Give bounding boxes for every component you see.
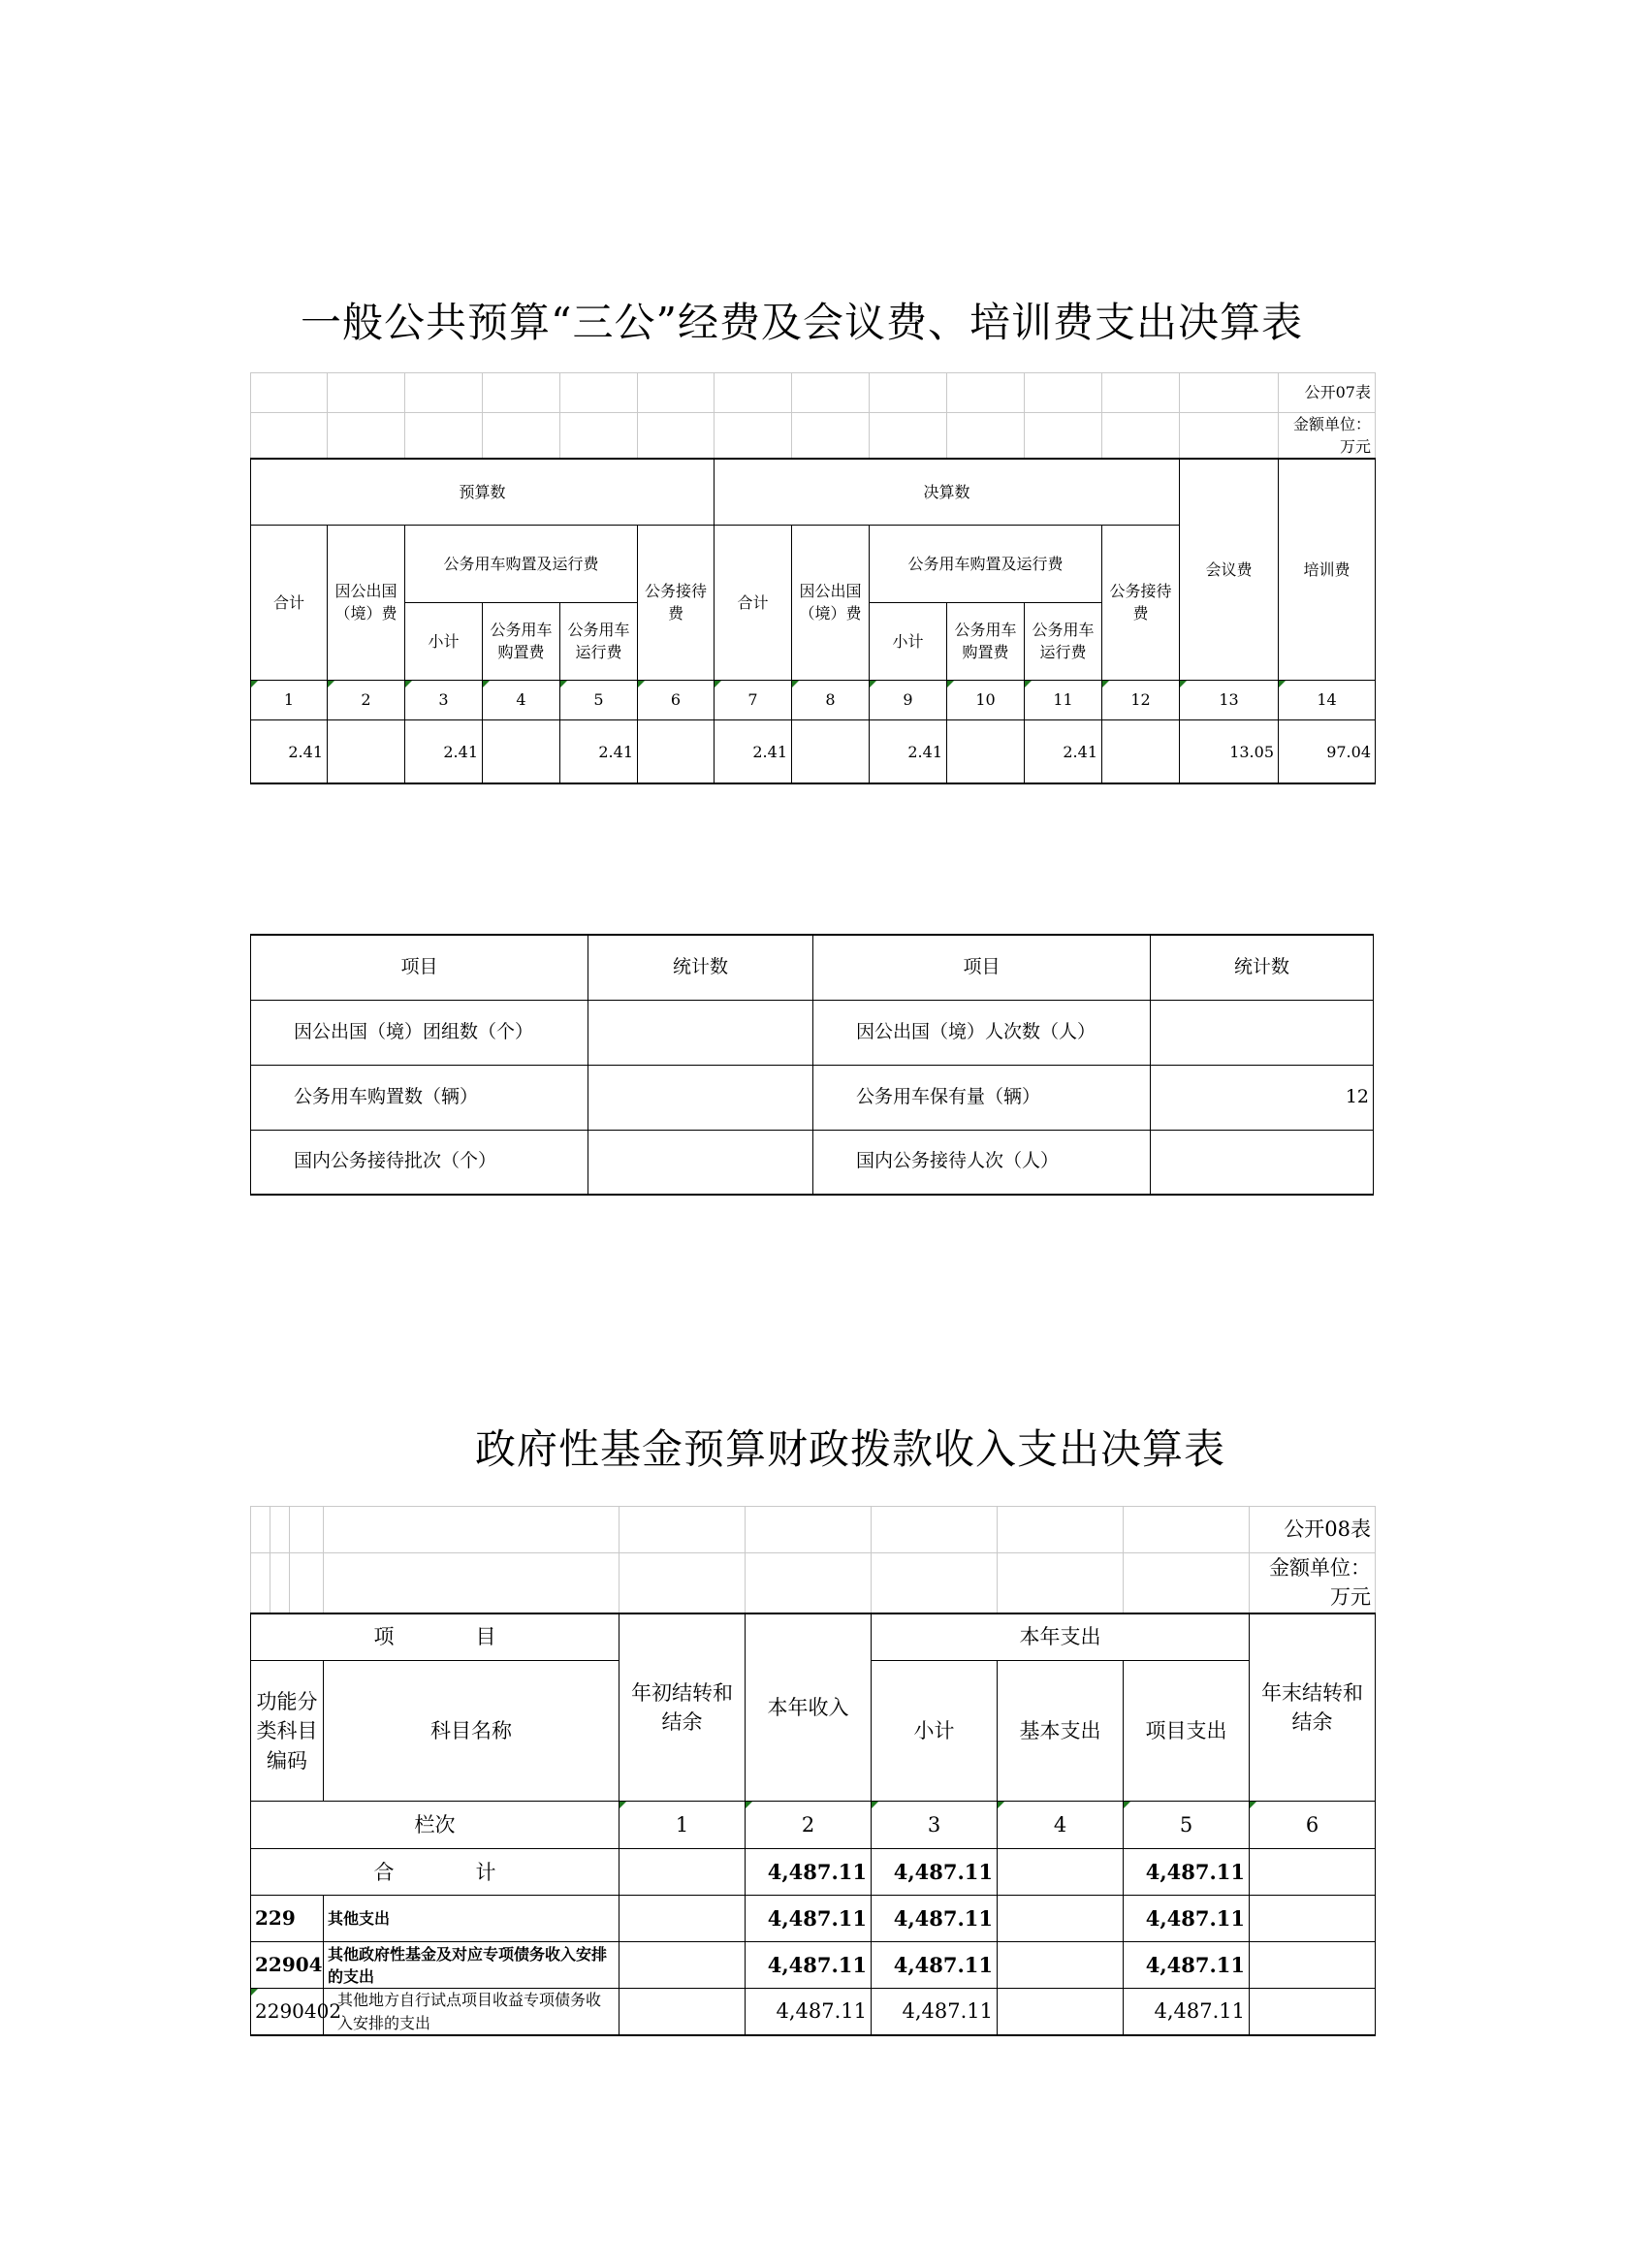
final-vehicle-header: 公务用车购置及运行费	[870, 525, 1102, 602]
stat-value: 12	[1151, 1065, 1374, 1130]
final-subtotal-header: 小计	[870, 602, 947, 680]
subtotal-cell: 4,487.11	[872, 1896, 998, 1942]
basic-cell	[998, 1942, 1124, 1989]
col-num: 5	[560, 680, 638, 719]
col-num: 4	[483, 680, 560, 719]
col-num: 5	[1124, 1802, 1250, 1849]
budget-total-header: 合计	[251, 525, 328, 680]
col-num: 8	[792, 680, 870, 719]
value-cell	[328, 719, 405, 783]
form-number: 公开08表	[1250, 1507, 1376, 1553]
stat-value	[588, 1000, 813, 1065]
col-num: 2	[746, 1802, 872, 1849]
table-row	[251, 1942, 1376, 1989]
project-cell: 4,487.11	[1124, 1989, 1250, 2035]
item-label: 因公出国（境）团组数（个）	[251, 1000, 588, 1065]
value-cell: 2.41	[715, 719, 792, 783]
name-header: 科目名称	[324, 1661, 620, 1802]
value-cell: 2.41	[560, 719, 638, 783]
col-num: 6	[1250, 1802, 1376, 1849]
budget-subtotal-header: 小计	[405, 602, 483, 680]
item-label: 国内公务接待批次（个）	[251, 1130, 588, 1195]
amount-unit: 金额单位：万元	[1250, 1553, 1376, 1613]
value-cell: 2.41	[405, 719, 483, 783]
budget-reception-header: 公务接待费	[638, 525, 715, 680]
value-cell: 2.41	[870, 719, 947, 783]
budget-vehicle-header: 公务用车购置及运行费	[405, 525, 638, 602]
col-num: 11	[1025, 680, 1102, 719]
value-cell: 97.04	[1279, 719, 1376, 783]
carry-begin-header: 年初结转和结余	[620, 1613, 746, 1802]
values-row	[251, 719, 1376, 783]
stat-row	[251, 1065, 1374, 1130]
table-row	[251, 1989, 1376, 2035]
statistics-table	[250, 934, 1374, 1196]
carry-begin-cell	[620, 1896, 746, 1942]
name-cell: 其他地方自行试点项目收益专项债务收入安排的支出	[324, 1989, 620, 2035]
column-number-row	[251, 680, 1376, 719]
code-cell: 2290402	[251, 1989, 324, 2035]
col-num: 7	[715, 680, 792, 719]
value-cell: 13.05	[1180, 719, 1279, 783]
col-num: 12	[1102, 680, 1180, 719]
name-cell: 其他政府性基金及对应专项债务收入安排的支出	[324, 1942, 620, 1989]
col-num: 13	[1180, 680, 1279, 719]
subtotal-header: 小计	[872, 1661, 998, 1802]
column-number-row	[251, 1802, 1376, 1849]
name-cell: 其他支出	[324, 1896, 620, 1942]
income-cell: 4,487.11	[746, 1942, 872, 1989]
table1-title: 一般公共预算“三公”经费及会议费、培训费支出决算表	[301, 299, 1303, 346]
meeting-fee-header: 会议费	[1180, 459, 1279, 680]
basic-cell	[998, 1989, 1124, 2035]
item-header: 项目	[251, 935, 588, 1000]
stat-value	[1151, 1000, 1374, 1065]
final-total-header: 合计	[715, 525, 792, 680]
amount-unit: 金额单位：万元	[1279, 413, 1376, 460]
item-label: 因公出国（境）人次数（人）	[813, 1000, 1151, 1065]
carry-begin-cell	[620, 1942, 746, 1989]
final-abroad-header: 因公出国（境）费	[792, 525, 870, 680]
income-cell: 4,487.11	[746, 1896, 872, 1942]
budget-vehicle-run-header: 公务用车运行费	[560, 602, 638, 680]
government-fund-table	[250, 1506, 1376, 2036]
col-num: 9	[870, 680, 947, 719]
subtotal-cell: 4,487.11	[872, 1942, 998, 1989]
col-num: 3	[872, 1802, 998, 1849]
income-cell: 4,487.11	[746, 1989, 872, 2035]
stat-row	[251, 1130, 1374, 1195]
basic-cell	[998, 1849, 1124, 1896]
col-num: 6	[638, 680, 715, 719]
code-cell: 22904	[251, 1942, 324, 1989]
total-row	[251, 1849, 1376, 1896]
value-cell	[947, 719, 1025, 783]
stat-value	[1151, 1130, 1374, 1195]
final-vehicle-run-header: 公务用车运行费	[1025, 602, 1102, 680]
basic-cell	[998, 1896, 1124, 1942]
final-group-header: 决算数	[715, 459, 1180, 525]
carry-end-cell	[1250, 1896, 1376, 1942]
project-cell: 4,487.11	[1124, 1942, 1250, 1989]
col-num: 4	[998, 1802, 1124, 1849]
expense-header: 本年支出	[872, 1613, 1250, 1661]
code-cell: 229	[251, 1896, 324, 1942]
carry-begin-cell	[620, 1849, 746, 1896]
subtotal-cell: 4,487.11	[872, 1989, 998, 2035]
col-num: 1	[620, 1802, 746, 1849]
carry-end-cell	[1250, 1942, 1376, 1989]
col-num: 2	[328, 680, 405, 719]
code-header: 功能分类科目编码	[251, 1661, 324, 1802]
income-cell: 4,487.11	[746, 1849, 872, 1896]
col-num: 14	[1279, 680, 1376, 719]
budget-group-header: 预算数	[251, 459, 715, 525]
project-header: 项目支出	[1124, 1661, 1250, 1802]
item-label: 公务用车保有量（辆）	[813, 1065, 1151, 1130]
item-header: 项 目	[251, 1613, 620, 1661]
three-public-expenses-table	[250, 372, 1376, 784]
stat-value	[588, 1065, 813, 1130]
carry-end-header: 年末结转和结余	[1250, 1613, 1376, 1802]
final-vehicle-purchase-header: 公务用车购置费	[947, 602, 1025, 680]
income-header: 本年收入	[746, 1613, 872, 1802]
subtotal-cell: 4,487.11	[872, 1849, 998, 1896]
col-num: 1	[251, 680, 328, 719]
table-row	[251, 1896, 1376, 1942]
project-cell: 4,487.11	[1124, 1849, 1250, 1896]
carry-end-cell	[1250, 1989, 1376, 2035]
final-reception-header: 公务接待费	[1102, 525, 1180, 680]
col-num: 3	[405, 680, 483, 719]
value-cell	[483, 719, 560, 783]
stat-header: 统计数	[588, 935, 813, 1000]
stat-row	[251, 1000, 1374, 1065]
col-num: 10	[947, 680, 1025, 719]
item-label: 公务用车购置数（辆）	[251, 1065, 588, 1130]
carry-end-cell	[1250, 1849, 1376, 1896]
training-fee-header: 培训费	[1279, 459, 1376, 680]
value-cell: 2.41	[251, 719, 328, 783]
budget-abroad-header: 因公出国（境）费	[328, 525, 405, 680]
total-label: 合 计	[251, 1849, 620, 1896]
form-number: 公开07表	[1279, 373, 1376, 413]
value-cell	[792, 719, 870, 783]
stat-value	[588, 1130, 813, 1195]
carry-begin-cell	[620, 1989, 746, 2035]
col-label: 栏次	[251, 1802, 620, 1849]
project-cell: 4,487.11	[1124, 1896, 1250, 1942]
value-cell	[638, 719, 715, 783]
value-cell	[1102, 719, 1180, 783]
item-label: 国内公务接待人次（人）	[813, 1130, 1151, 1195]
budget-vehicle-purchase-header: 公务用车购置费	[483, 602, 560, 680]
stat-header: 统计数	[1151, 935, 1374, 1000]
item-header: 项目	[813, 935, 1151, 1000]
table3-title: 政府性基金预算财政拨款收入支出决算表	[474, 1425, 1225, 1473]
value-cell: 2.41	[1025, 719, 1102, 783]
basic-header: 基本支出	[998, 1661, 1124, 1802]
